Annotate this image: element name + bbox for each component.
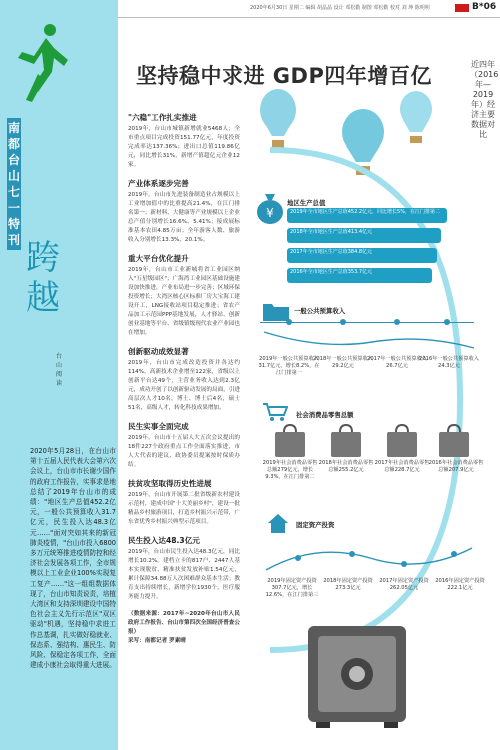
timeline-dot bbox=[444, 319, 450, 325]
svg-text:¥: ¥ bbox=[266, 206, 274, 220]
shopping-cart-icon bbox=[262, 402, 288, 422]
source-note-block bbox=[128, 610, 240, 646]
retail-label: 2016年社会消费品零售总额207.9亿元 bbox=[428, 460, 484, 474]
shopping-bag-icon bbox=[272, 424, 308, 458]
gdp-bar bbox=[287, 248, 437, 263]
retail-label: 2017年社会消费品零售总额228.7亿元 bbox=[374, 460, 430, 474]
retail-title: 社会消费品零售总额 bbox=[296, 411, 354, 419]
budget-label: 2016年一般公共预算收入24.3亿元 bbox=[419, 356, 479, 370]
gdp-title: 地区生产总值 bbox=[287, 199, 326, 207]
gdp-bar-label: 2018年全市地区生产总值413.4亿元 bbox=[290, 229, 373, 235]
fixed-investment-label: 2016年固定资产投资222.1亿元 bbox=[435, 578, 485, 592]
section-body: 2019年，台山市工业新城将省工业园区纳入"五星级园区"；广海湾工业园区基础设施建设加快推进，产业布局进一步完善；区域环保投资增长；大湾区核心区标准厂房大宝海工建设开工，LNG接收站项目稳定推进；省农产品加工示范园PPP基地发展，人才驿站、创新创业基地等平台、省级镇级现代农业产业园也在增加。 bbox=[128, 267, 240, 336]
fixed-investment-title: 固定资产投资 bbox=[296, 521, 335, 529]
page-title: 坚持稳中求进 GDP四年增百亿 bbox=[136, 64, 432, 88]
big-title-word: 跨越 bbox=[26, 238, 60, 318]
gdp-bar-label: 2016年全市地区生产总值353.7亿元 bbox=[290, 269, 373, 275]
section-heading: 重大平台优化提升 bbox=[128, 254, 189, 263]
section-heading: 产业体系逐步完善 bbox=[128, 179, 189, 188]
article-section bbox=[128, 421, 240, 470]
section-body: 2019年，台山市城镇新增就业5468人；全市重点项目完成投资151.77亿元，年度投资完成率达137.36%；进出口总值119.86亿元，同比增长31%，新增产值超亿元企业12家。 bbox=[128, 126, 240, 168]
section-heading: 民生实事全面完成 bbox=[128, 422, 189, 431]
sub-title-word: 台山阅读 bbox=[56, 353, 63, 387]
article-section bbox=[128, 178, 240, 245]
safe-icon bbox=[302, 618, 412, 730]
section-heading: "六稳"工作扎实推进 bbox=[128, 113, 197, 122]
article-section bbox=[128, 346, 240, 413]
article-section bbox=[128, 112, 240, 170]
page-number: B*06 bbox=[472, 2, 497, 12]
side-vertical-note bbox=[470, 60, 499, 140]
folder-icon bbox=[262, 300, 290, 322]
runner-icon bbox=[8, 22, 70, 104]
gdp-bar bbox=[287, 208, 447, 223]
section-body: 2019年，台山市完成改造投资并各达约114%，高新技术企业增至122家，省级以上创新平台达49个，主营业务收入达到2.3亿元，成功开创了以创新驱动发展的局面，引进高层次人才10名，博士、博士后4名，硕士51名，高级人才，转化科技成果增加。 bbox=[128, 360, 240, 411]
section-body: 2019年，台山市先进装备制造业占规模以上工业增加值中的比重提高21.4%，在江门排名第一；新材料、大健康等产业规模以上企业总产值分别增长16.6%、5.41%；接成展标准基本农田4.85万亩；全年游客人数、旅游收入分别增长13.3%、20.1%。 bbox=[128, 192, 240, 243]
fixed-investment-label: 2019年固定资产投资307.7亿元，增长12.6%，在江门排第三 bbox=[265, 578, 319, 599]
side-note-text: 近四年（2016年—2019年）经济主要数据对比 bbox=[470, 60, 499, 139]
article-section bbox=[128, 478, 240, 527]
reporter-credit: 采写：南都记者 罗素晴 bbox=[128, 638, 186, 644]
timeline-dot bbox=[394, 319, 400, 325]
article-section bbox=[128, 253, 240, 338]
gdp-bar bbox=[287, 268, 432, 283]
special-issue-title: 南都台山七一特刊 bbox=[7, 118, 21, 250]
investment-curve bbox=[262, 540, 476, 576]
shopping-bag-icon bbox=[384, 424, 420, 458]
section-heading: 民生投入达48.3亿元 bbox=[128, 536, 200, 545]
section-badge bbox=[455, 4, 469, 12]
budget-timeline bbox=[260, 322, 474, 323]
budget-curve bbox=[262, 328, 476, 352]
retail-label: 2019年社会消费品零售总额279亿元，增长9.3%，在江门排第二 bbox=[262, 460, 318, 481]
section-body: 2019年，台山市民生投入达48.3亿元，同比增长10.2%。建档立卡的817户、2447人基本实现脱贫，精准扶贫发放补贴1.54亿元，累计保障34.88万人次困难群众基本生活；教育支出持续增长，新增学位1930个，医疗服务能力提升。 bbox=[128, 549, 240, 600]
house-icon bbox=[266, 512, 290, 534]
fixed-investment-label: 2017年固定资产投资262.05亿元 bbox=[379, 578, 429, 592]
gdp-bar bbox=[287, 228, 441, 243]
gdp-bar-label: 2017年全市地区生产总值384.8亿元 bbox=[290, 249, 373, 255]
section-body: 2019年，台山市开展第二批省级新农村建设示范村，建成中国"十大美丽乡村"，建设一批精品乡村旅游项目，打造乡村振兴示范带，广东省优秀乡村振兴典型示范项目。 bbox=[128, 492, 240, 525]
shopping-bag-icon bbox=[328, 424, 364, 458]
article-column bbox=[128, 112, 240, 654]
budget-label: 2018年一般公共预算收入29.2亿元 bbox=[313, 356, 373, 370]
intro-paragraph: 2020年5月28日，在台山市第十五届人民代表大会第六次会议上，台山市市长谢少国作的政府工作报告，实事求是地总结了2019年台山市的成绩："地区生产总值452.2亿元，一般公共预算收入31.7亿元，民生投入达48.3亿元……"面对突如其来的新冠肺炎疫情，"台山市投入6800多万元统筹推进疫情防控和经济社会发展各项工作，全市规模以上工业企业100%实现复工复产……"这一组组数据体现了，台山市知责说责，培植大湾区和支持深圳建设中国特色社会主义先行示范区"双区驱动"机遇，坚持稳中求进工作总基调，扎实做好稳就业、保态系、强结构、惠民生、防风险、保稳定各项工作，全面建成小康社会取得重大进展。 bbox=[30, 447, 116, 670]
article-section bbox=[128, 535, 240, 602]
budget-label: 2017年一般公共预算收入26.7亿元 bbox=[367, 356, 427, 370]
timeline-dot bbox=[340, 319, 346, 325]
section-heading: 扶贫攻坚取得历史性进展 bbox=[128, 479, 212, 488]
budget-label: 2019年一般公共预算收入31.7亿元，增长8.2%，在江门排第一 bbox=[258, 356, 320, 377]
fixed-investment-label: 2018年固定资产投资273.3亿元 bbox=[323, 578, 373, 592]
budget-title: 一般公共预算收入 bbox=[294, 307, 346, 315]
section-heading: 创新驱动成效显著 bbox=[128, 347, 189, 356]
money-bag-icon bbox=[256, 190, 284, 224]
page-meta: 2020年6月30日 星期二 编辑 胡晶晶 设计 邓松勤 制图 邓松勤 校对 刘 坤 陈明明 bbox=[250, 5, 430, 11]
left-band bbox=[0, 0, 118, 750]
source-note: （数据来源：2017年~2020年台山市人民政府工作报告、台山市第四次全国经济普查公报） bbox=[128, 611, 240, 635]
gdp-bar-label: 2019年全市地区生产总值452.2亿元，同比增长5%，在江门排第二 bbox=[290, 209, 440, 215]
section-body: 2019年，台山市十五届人大五次会议提出的18件227个政府重点工作全面落实推进，市人大代表的建议、政协委员提案按时保质办结。 bbox=[128, 435, 240, 468]
shopping-bag-icon bbox=[436, 424, 472, 458]
timeline-dot bbox=[286, 319, 292, 325]
retail-label: 2018年社会消费品零售总额255.2亿元 bbox=[318, 460, 374, 474]
